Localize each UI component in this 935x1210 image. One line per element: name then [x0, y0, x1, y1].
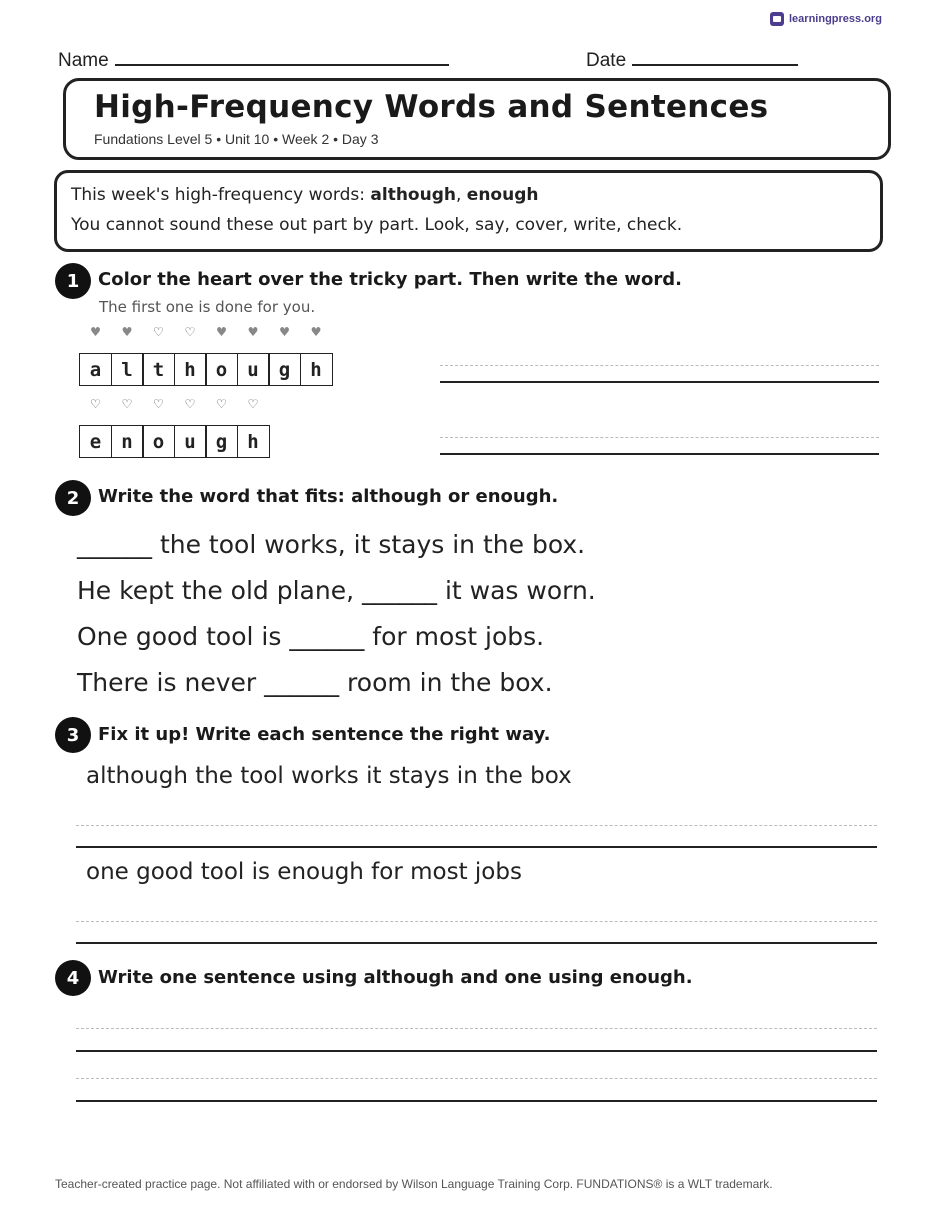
letter-tile	[111, 323, 144, 386]
heart-filled-icon[interactable]: ♥	[311, 323, 321, 341]
letter: g	[278, 358, 291, 381]
section-4-number: 4	[55, 960, 91, 996]
word-tiles-although	[79, 323, 333, 386]
heart-filled-icon[interactable]: ♥	[248, 323, 258, 341]
hf-words-line	[71, 185, 538, 205]
hf-word-1: although	[370, 185, 456, 205]
letter-tile	[237, 323, 270, 386]
write-line-fix-2[interactable]	[76, 921, 877, 944]
letter-tile	[174, 323, 207, 386]
letter: g	[215, 430, 228, 453]
letter-tile	[205, 395, 238, 458]
cloze-sentence: There is never ______ room in the box.	[77, 668, 553, 697]
heart-filled-icon[interactable]: ♥	[279, 323, 290, 341]
letter: h	[310, 358, 322, 381]
letter-tile	[142, 323, 175, 386]
write-line-sentence-2[interactable]	[76, 1078, 877, 1102]
name-field	[58, 46, 449, 72]
section-3-title: Fix it up! Write each sentence the right way.	[98, 724, 551, 745]
heart-outline-icon[interactable]: ♡	[90, 395, 101, 413]
letter-tile	[111, 395, 144, 458]
cloze-sentence: ______ the tool works, it stays in the box.	[77, 530, 586, 559]
fix-sentence: although the tool works it stays in the box	[86, 763, 572, 789]
heart-outline-icon[interactable]: ♡	[185, 323, 195, 341]
name-label: Name	[58, 50, 109, 71]
letter-tile	[268, 323, 301, 386]
section-2-title: Write the word that fits: although or enough.	[98, 486, 559, 507]
letter: o	[215, 358, 228, 381]
heart-outline-icon[interactable]: ♡	[248, 395, 258, 413]
hf-word-2: enough	[466, 185, 539, 205]
page-title: High-Frequency Words and Sentences	[94, 89, 769, 125]
letter: a	[89, 358, 102, 381]
write-line-although[interactable]	[440, 365, 879, 383]
heart-filled-icon[interactable]: ♥	[122, 323, 132, 341]
section-3-number: 3	[55, 717, 91, 753]
section-1-title: Color the heart over the tricky part. Then write the word.	[98, 269, 682, 290]
heart-outline-icon[interactable]: ♡	[122, 395, 132, 413]
write-line-enough[interactable]	[440, 437, 879, 455]
letter-tile	[174, 395, 207, 458]
letter: u	[247, 358, 259, 381]
cloze-sentence: He kept the old plane, ______ it was worn.	[77, 576, 596, 605]
word-tiles-enough	[79, 395, 270, 458]
fix-sentence: one good tool is enough for most jobs	[86, 859, 522, 885]
info-box	[54, 170, 883, 252]
letter: n	[121, 430, 133, 453]
section-4-title: Write one sentence using although and one using enough.	[98, 967, 693, 988]
letter-tile	[142, 395, 175, 458]
section-1-subtitle: The first one is done for you.	[99, 298, 316, 316]
heart-filled-icon[interactable]: ♥	[90, 323, 101, 341]
cloze-sentence: One good tool is ______ for most jobs.	[77, 622, 545, 651]
letter: t	[152, 358, 165, 381]
letter: o	[152, 430, 165, 453]
letter-tile	[79, 323, 112, 386]
heart-outline-icon[interactable]: ♡	[185, 395, 195, 413]
section-2-number: 2	[55, 480, 91, 516]
date-field	[586, 46, 798, 72]
heart-outline-icon[interactable]: ♡	[153, 395, 164, 413]
heart-outline-icon[interactable]: ♡	[153, 323, 164, 341]
letter: h	[247, 430, 259, 453]
letter-tile	[237, 395, 270, 458]
write-line-sentence-1[interactable]	[76, 1028, 877, 1052]
brand	[770, 12, 882, 26]
date-blank[interactable]	[632, 46, 798, 66]
instruction-line: You cannot sound these out part by part. Look, say, cover, write, check.	[71, 215, 683, 235]
page-subtitle: Fundations Level 5 • Unit 10 • Week 2 • Day 3	[94, 131, 379, 147]
heart-outline-icon[interactable]: ♡	[216, 395, 227, 413]
letter: h	[184, 358, 196, 381]
hf-words-prefix: This week's high-frequency words:	[71, 185, 371, 205]
letter-tile	[205, 323, 238, 386]
letter-tile	[300, 323, 333, 386]
book-logo-icon	[770, 12, 784, 26]
date-label: Date	[586, 50, 627, 71]
title-box	[63, 78, 891, 160]
letter: e	[89, 430, 102, 453]
letter-tile	[79, 395, 112, 458]
brand-text: learningpress.org	[789, 13, 882, 25]
section-1-number: 1	[55, 263, 91, 299]
hf-words-sep: ,	[455, 185, 467, 205]
write-line-fix-1[interactable]	[76, 825, 877, 848]
letter: u	[184, 430, 196, 453]
footer-disclaimer: Teacher-created practice page. Not affiliated with or endorsed by Wilson Language Training Corp. FUNDATIONS® is a WLT trademark.	[55, 1177, 773, 1191]
name-blank[interactable]	[115, 46, 449, 66]
heart-filled-icon[interactable]: ♥	[216, 323, 227, 341]
letter: l	[121, 358, 133, 381]
